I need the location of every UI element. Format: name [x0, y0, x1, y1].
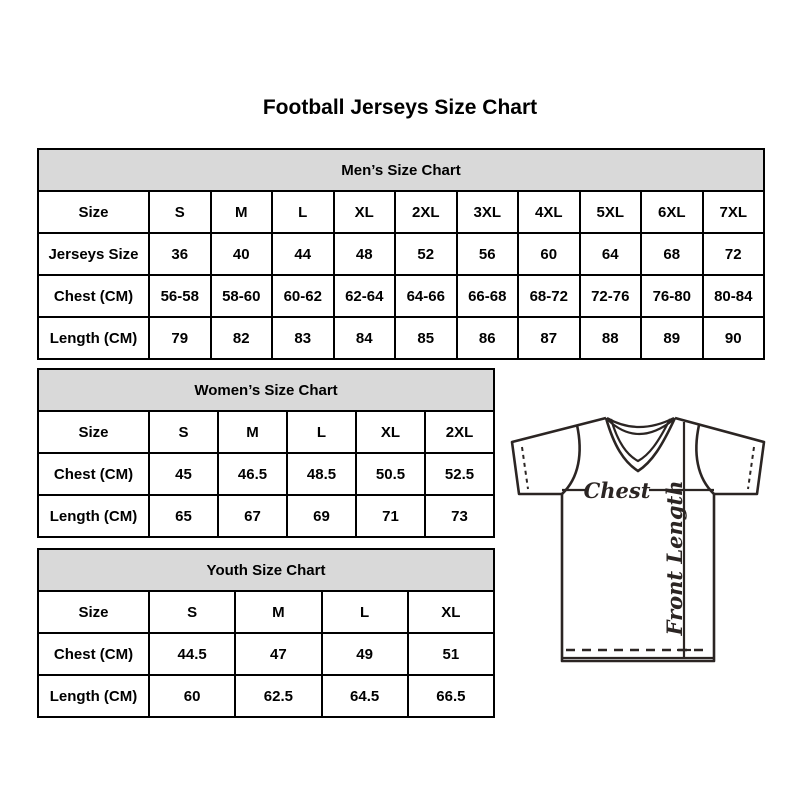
- page-title: Football Jerseys Size Chart: [262, 96, 538, 119]
- youth-table-title: Youth Size Chart: [38, 549, 494, 591]
- table-cell: 71: [356, 495, 425, 537]
- table-cell: 52: [395, 233, 457, 275]
- table-cell: 89: [641, 317, 703, 359]
- table-cell: 82: [211, 317, 273, 359]
- table-cell: 2XL: [425, 411, 494, 453]
- table-cell: 62.5: [235, 675, 321, 717]
- chest-label: Chest: [583, 478, 651, 503]
- table-row: [38, 633, 494, 675]
- jersey-measurement-diagram: [500, 398, 776, 690]
- row-label: Length (CM): [38, 317, 149, 359]
- table-cell: 45: [149, 453, 218, 495]
- table-cell: 56-58: [149, 275, 211, 317]
- table-cell: 84: [334, 317, 396, 359]
- table-cell: 50.5: [356, 453, 425, 495]
- table-cell: 65: [149, 495, 218, 537]
- table-cell: 3XL: [457, 191, 519, 233]
- table-cell: 48: [334, 233, 396, 275]
- table-row: [38, 411, 494, 453]
- table-cell: 68-72: [518, 275, 580, 317]
- right-cuff-dashed-line: [748, 447, 754, 489]
- table-cell: 66-68: [457, 275, 519, 317]
- table-cell: 56: [457, 233, 519, 275]
- womens-table-title: Women’s Size Chart: [38, 369, 494, 411]
- table-cell: 48.5: [287, 453, 356, 495]
- table-cell: 68: [641, 233, 703, 275]
- table-cell: XL: [334, 191, 396, 233]
- table-header-row: [38, 369, 494, 411]
- table-cell: 49: [322, 633, 408, 675]
- table-row: [38, 275, 764, 317]
- table-cell: 46.5: [218, 453, 287, 495]
- left-cuff-dashed-line: [522, 447, 528, 489]
- table-cell: 52.5: [425, 453, 494, 495]
- table-cell: S: [149, 411, 218, 453]
- table-cell: 90: [703, 317, 765, 359]
- table-cell: 64: [580, 233, 642, 275]
- table-cell: L: [322, 591, 408, 633]
- table-row: [38, 191, 764, 233]
- table-cell: S: [149, 191, 211, 233]
- right-armhole-curve: [696, 425, 714, 494]
- table-cell: 60-62: [272, 275, 334, 317]
- table-cell: 76-80: [641, 275, 703, 317]
- table-row: [38, 453, 494, 495]
- table-cell: 72-76: [580, 275, 642, 317]
- table-row: [38, 233, 764, 275]
- table-cell: 47: [235, 633, 321, 675]
- table-cell: 64.5: [322, 675, 408, 717]
- table-cell: 40: [211, 233, 273, 275]
- table-cell: 79: [149, 317, 211, 359]
- table-row: [38, 495, 494, 537]
- table-cell: 72: [703, 233, 765, 275]
- table-cell: 44.5: [149, 633, 235, 675]
- table-cell: 60: [518, 233, 580, 275]
- row-label: Jerseys Size: [38, 233, 149, 275]
- table-cell: 83: [272, 317, 334, 359]
- table-header-row: [38, 549, 494, 591]
- mens-size-table: [37, 148, 765, 360]
- table-cell: M: [235, 591, 321, 633]
- table-cell: 4XL: [518, 191, 580, 233]
- table-cell: 51: [408, 633, 494, 675]
- table-cell: 58-60: [211, 275, 273, 317]
- table-cell: M: [218, 411, 287, 453]
- table-cell: M: [211, 191, 273, 233]
- table-cell: 6XL: [641, 191, 703, 233]
- right-sleeve-outline: [675, 418, 764, 494]
- table-cell: 66.5: [408, 675, 494, 717]
- row-label: Length (CM): [38, 495, 149, 537]
- row-label: Size: [38, 191, 149, 233]
- table-cell: 86: [457, 317, 519, 359]
- row-label: Length (CM): [38, 675, 149, 717]
- table-row: [38, 591, 494, 633]
- table-cell: 85: [395, 317, 457, 359]
- table-cell: 73: [425, 495, 494, 537]
- table-row: [38, 317, 764, 359]
- table-cell: 69: [287, 495, 356, 537]
- womens-size-table: [37, 368, 495, 538]
- row-label: Chest (CM): [38, 453, 149, 495]
- table-cell: S: [149, 591, 235, 633]
- table-cell: 67: [218, 495, 287, 537]
- table-cell: XL: [408, 591, 494, 633]
- table-header-row: [38, 149, 764, 191]
- table-cell: 62-64: [334, 275, 396, 317]
- table-cell: 88: [580, 317, 642, 359]
- front-length-label: Front Length: [662, 480, 687, 636]
- table-cell: 87: [518, 317, 580, 359]
- table-cell: 7XL: [703, 191, 765, 233]
- youth-size-table: [37, 548, 495, 718]
- table-cell: 5XL: [580, 191, 642, 233]
- table-cell: L: [287, 411, 356, 453]
- body-outline: [562, 494, 714, 661]
- table-row: [38, 675, 494, 717]
- row-label: Size: [38, 411, 149, 453]
- mens-table-title: Men’s Size Chart: [38, 149, 764, 191]
- table-cell: XL: [356, 411, 425, 453]
- table-cell: 64-66: [395, 275, 457, 317]
- row-label: Chest (CM): [38, 633, 149, 675]
- row-label: Size: [38, 591, 149, 633]
- table-cell: 2XL: [395, 191, 457, 233]
- collar-inner-v: [611, 419, 670, 461]
- table-cell: 36: [149, 233, 211, 275]
- row-label: Chest (CM): [38, 275, 149, 317]
- table-cell: L: [272, 191, 334, 233]
- left-armhole-curve: [562, 425, 580, 494]
- table-cell: 44: [272, 233, 334, 275]
- table-cell: 60: [149, 675, 235, 717]
- table-cell: 80-84: [703, 275, 765, 317]
